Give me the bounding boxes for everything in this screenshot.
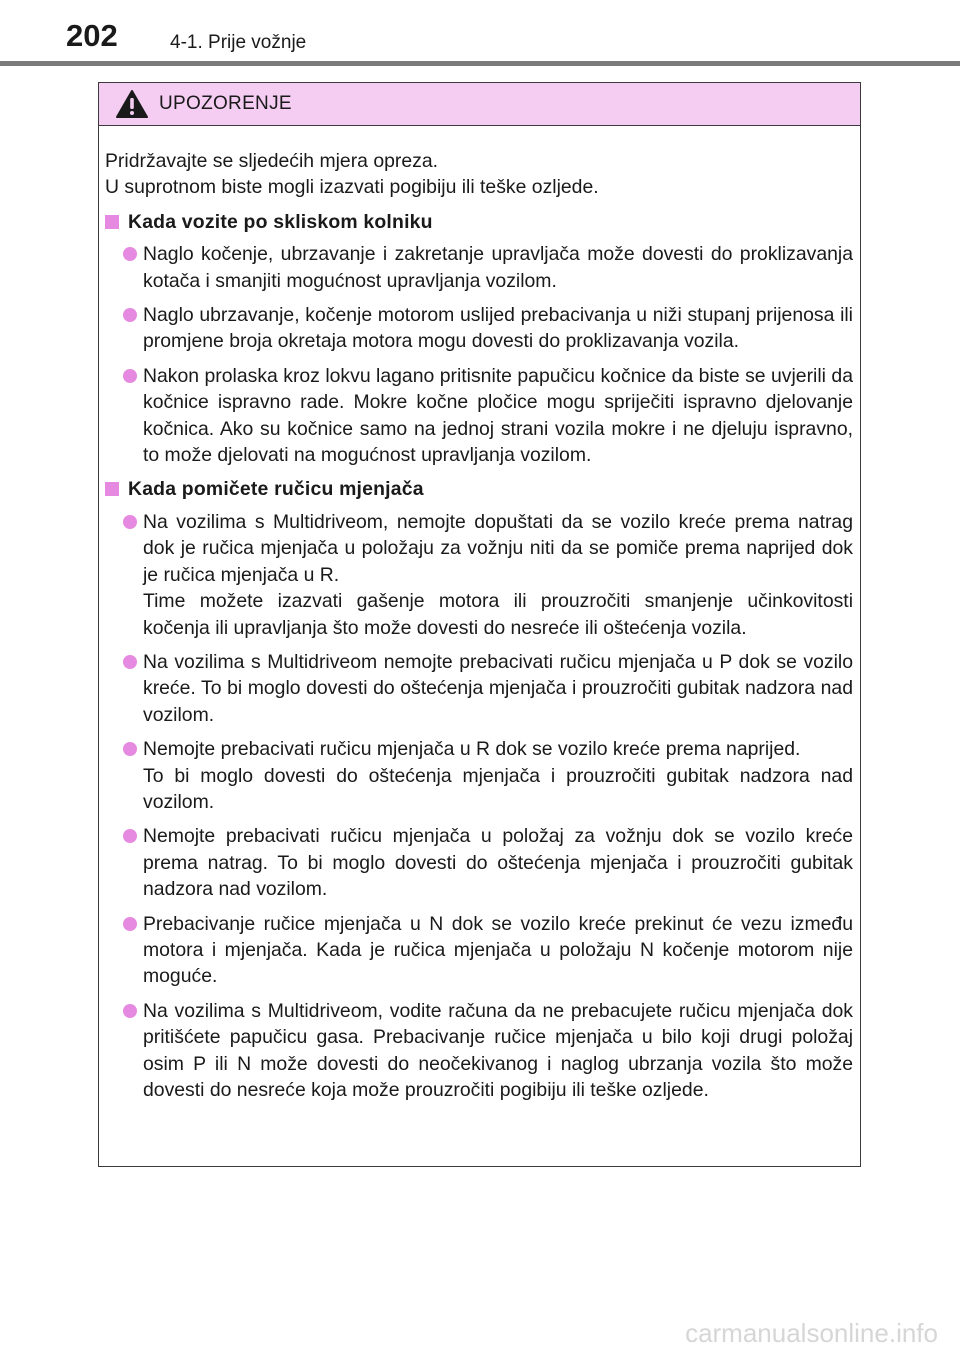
round-bullet-icon xyxy=(123,515,137,529)
bullet-item xyxy=(105,363,853,469)
warning-sections xyxy=(105,209,853,1104)
round-bullet-icon xyxy=(123,1004,137,1018)
bullet-item xyxy=(105,649,853,728)
warning-intro xyxy=(105,148,853,201)
section-title: 4-1. Prije vožnje xyxy=(170,32,307,53)
intro-line: U suprotnom biste mogli izazvati pogibiju ili teške ozljede. xyxy=(105,176,599,199)
warning-box xyxy=(98,82,861,1167)
round-bullet-icon xyxy=(123,742,137,756)
round-bullet-icon xyxy=(123,308,137,322)
section-heading-text: Kada pomičete ručicu mjenjača xyxy=(128,478,424,501)
round-bullet-icon xyxy=(123,655,137,669)
bullet-item-text: Nemojte prebacivati ručicu mjenjača u položaj za vožnju dok se vozilo kreće prema natrag. To bi moglo dovesti do oštećenja mjenjača i prouzročiti gubitak nadzora nad vozilom. xyxy=(143,825,853,901)
square-bullet-icon xyxy=(105,215,119,229)
header-rule xyxy=(0,61,960,66)
bullet-item-text: Naglo ubrzavanje, kočenje motorom uslijed prebacivanja u niži stupanj prijenosa ili promjene broja okretaja motora mogu dovesti do proklizavanja vozila. xyxy=(143,304,853,353)
bullet-item xyxy=(105,911,853,990)
round-bullet-icon xyxy=(123,917,137,931)
bullet-item-text: Naglo kočenje, ubrzavanje i zakretanje upravljača može dovesti do proklizavanja kotača i smanjiti mogućnost upravljanja vozilom. xyxy=(143,243,853,292)
bullet-item xyxy=(105,736,853,815)
round-bullet-icon xyxy=(123,247,137,261)
warning-header xyxy=(99,83,860,126)
section-heading xyxy=(105,476,853,502)
bullet-item-text: Na vozilima s Multidriveom nemojte prebacivati ručicu mjenjača u P dok se vozilo kreće. To bi moglo dovesti do oštećenja mjenjača i prouzročiti gubitak nadzora nad vozilom. xyxy=(143,650,853,726)
page-number: 202 xyxy=(66,18,118,53)
bullet-item-text: Time možete izazvati gašenje motora ili prouzročiti smanjenje učinkovitosti kočenja ili upravljanja što može dovesti do nesreće ili oštećenja vozila. xyxy=(143,590,853,639)
bullet-item-text: Nemojte prebacivati ručicu mjenjača u R dok se vozilo kreće prema naprijed. xyxy=(143,738,801,761)
watermark: carmanualsonline.info xyxy=(685,1318,938,1348)
bullet-item xyxy=(105,509,853,641)
warning-body xyxy=(99,126,860,1103)
bullet-item xyxy=(105,998,853,1104)
bullet-item xyxy=(105,823,853,902)
bullet-item-text: To bi moglo dovesti do oštećenja mjenjača i prouzročiti gubitak nadzora nad vozilom. xyxy=(143,764,853,813)
intro-line: Pridržavajte se sljedećih mjera opreza. xyxy=(105,150,439,172)
bullet-item xyxy=(105,241,853,294)
section-heading xyxy=(105,209,853,235)
bullet-item xyxy=(105,302,853,355)
round-bullet-icon xyxy=(123,369,137,383)
bullet-item-text: Prebacivanje ručice mjenjača u N dok se vozilo kreće prekinut će vezu između motora i mjenjača. Kada je ručica mjenjača u položaju N kočenje motorom nije moguće. xyxy=(143,912,853,988)
square-bullet-icon xyxy=(105,482,119,496)
warning-title: UPOZORENJE xyxy=(159,93,292,114)
bullet-item-text: Nakon prolaska kroz lokvu lagano pritisnite papučicu kočnice da biste se uvjerili da kočnice ispravno rade. Mokre kočne pločice mogu spriječiti ispravno djelovanje kočnica. Ako su kočnice samo na jednoj strani vozila mokre i ne djeluju ispravno, to može djelovati na mogućnost upravljanja vozilom. xyxy=(143,364,853,467)
bullet-item-text: Na vozilima s Multidriveom, vodite računa da ne prebacujete ručicu mjenjača dok pritišćete papučicu gasa. Prebacivanje ručice mjenjača u bilo koji drugi položaj osim P ili N može dovesti do neočekivanog i naglog ubrzanja vozila što može dovesti do nesreće koja može prouzročiti pogibiju ili teške ozljede. xyxy=(143,999,853,1101)
round-bullet-icon xyxy=(123,829,137,843)
bullet-item-text: Na vozilima s Multidriveom, nemojte dopuštati da se vozilo kreće prema natrag dok je ručica mjenjača u položaju za vožnju niti da se pomiče prema naprijed dok je ručica mjenjača u R. xyxy=(143,510,853,586)
section-heading-text: Kada vozite po skliskom kolniku xyxy=(128,210,433,233)
warning-triangle-icon xyxy=(115,89,149,119)
page-header xyxy=(0,0,960,60)
